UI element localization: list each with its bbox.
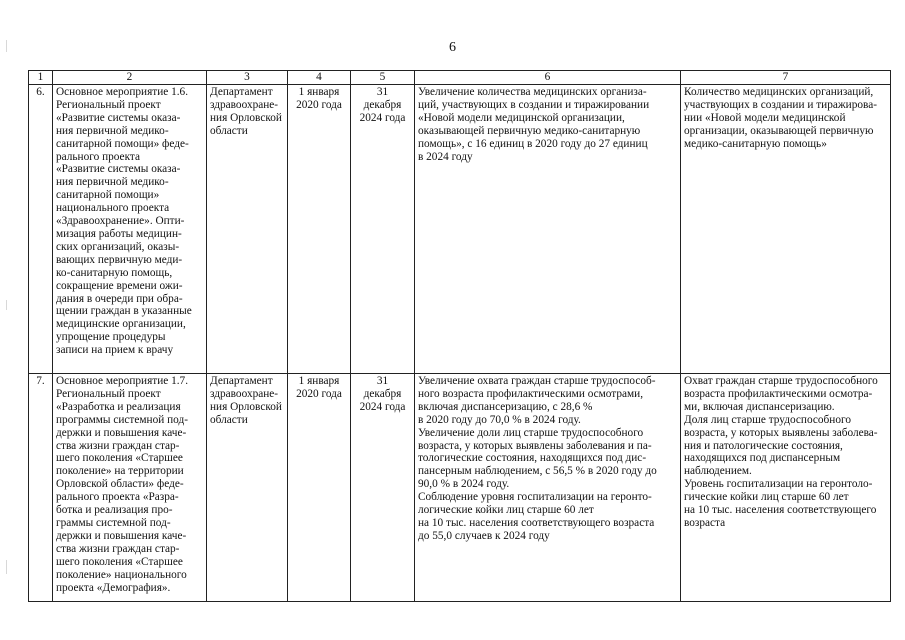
cell-line: декабря	[363, 98, 402, 111]
cell-line: организации, оказывающей первичную	[684, 124, 874, 137]
indicator-cell	[681, 374, 891, 602]
cell-line: национального проекта	[56, 202, 170, 215]
cell-line: Увеличение доли лиц старше трудоспособного	[418, 426, 644, 439]
cell-line: логические койки лиц старше 60 лет	[418, 504, 594, 517]
executor-cell	[207, 85, 288, 374]
measure-cell	[53, 374, 207, 602]
cell-line: нии «Новой модели медицинской	[684, 111, 846, 124]
cell-line: упрощение процедуры	[56, 331, 166, 344]
cell-line: «Развитие системы оказа-	[56, 163, 181, 176]
cell-line: возраста, у которых выявлены заболевания и па-	[418, 439, 652, 452]
cell-line: 31	[376, 375, 389, 387]
scan-edge-mark	[6, 300, 7, 310]
cell-line: ских организаций, оказы-	[56, 240, 180, 253]
cell-line: 1 января	[298, 86, 340, 98]
cell-line: 2020 года	[296, 98, 342, 111]
cell-line: декабря	[363, 387, 402, 400]
cell-line: ния и патологические состояния,	[684, 439, 843, 452]
cell-line: рального проекта	[56, 150, 140, 163]
cell-line: ния первичной медико-	[56, 124, 169, 137]
cell-line: 1 января	[298, 375, 340, 387]
cell-line: оказывающей первичную медико-санитарную	[418, 124, 641, 137]
cell-line: в 2024 году	[418, 150, 473, 163]
cell-line: поколение» национального	[56, 568, 187, 581]
column-number: 7	[681, 71, 891, 85]
cell-line: программы системной под-	[56, 413, 188, 426]
cell-line: Департамент	[210, 86, 273, 98]
cell-line: Основное мероприятие 1.7.	[56, 375, 189, 387]
cell-line: ния Орловской	[210, 111, 282, 124]
expected-result-cell	[415, 85, 681, 374]
cell-line: Департамент	[210, 375, 273, 387]
row-number: 6.	[29, 85, 53, 374]
cell-line: мизация работы медицин-	[56, 227, 182, 240]
cell-line: 31	[376, 86, 389, 98]
cell-line: 90,0 % в 2024 году.	[418, 478, 510, 491]
cell-line: «Новой модели медицинской организации,	[418, 111, 625, 124]
cell-line: Орловской области» феде-	[56, 478, 184, 491]
cell-line: «Здравоохранение». Опти-	[56, 215, 185, 228]
indicator-cell	[681, 85, 891, 374]
cell-line: шего поколения «Старшее	[56, 452, 183, 465]
cell-line: Региональный проект	[56, 98, 161, 111]
cell-line: ций, участвующих в создании и тиражировании	[418, 98, 650, 111]
cell-line: Количество медицинских организаций,	[684, 86, 874, 98]
cell-line: здравоохране-	[210, 387, 279, 400]
cell-line: возраста	[684, 516, 726, 529]
cell-line: области	[210, 413, 248, 426]
cell-line: пансерным наблюдением, с 56,5 % в 2020 году до	[418, 465, 657, 478]
cell-line: гические койки лиц старше 60 лет	[684, 491, 849, 504]
cell-line: держки и повышения каче-	[56, 529, 187, 542]
column-number: 6	[415, 71, 681, 85]
cell-line: Соблюдение уровня госпитализации на геронто-	[418, 491, 652, 504]
end-date-cell	[351, 374, 415, 602]
cell-line: ботка и реализация про-	[56, 504, 173, 517]
cell-line: записи на прием к врачу	[56, 344, 174, 357]
start-date-cell	[288, 374, 351, 602]
cell-line: Увеличение количества медицинских организа-	[418, 86, 647, 98]
cell-line: медицинские организации,	[56, 318, 186, 331]
table-row	[29, 85, 891, 374]
cell-line: граммы системной под-	[56, 516, 171, 529]
cell-line: ства жизни граждан стар-	[56, 542, 180, 555]
cell-line: ми, включая диспансеризацию.	[684, 400, 835, 413]
column-number: 5	[351, 71, 415, 85]
cell-line: Уровень госпитализации на геронтоло-	[684, 478, 873, 491]
cell-line: щении граждан в указанные	[56, 305, 192, 318]
cell-line: находящихся под диспансерным	[684, 452, 841, 465]
cell-line: 2024 года	[359, 111, 406, 124]
cell-line: ния Орловской	[210, 400, 282, 413]
cell-line: санитарной помощи»	[56, 189, 160, 202]
cell-line: «Разработка и реализация	[56, 400, 181, 413]
column-number-row	[29, 71, 891, 85]
cell-line: ния первичной медико-	[56, 176, 169, 189]
cell-line: в 2020 году до 70,0 % в 2024 году.	[418, 413, 581, 426]
cell-line: проекта «Демография».	[56, 581, 171, 594]
cell-line: наблюдением.	[684, 465, 752, 478]
cell-line: ного возраста профилактическими осмотрами,	[418, 387, 644, 400]
scan-edge-mark	[6, 560, 7, 574]
cell-line: возраста, у которых выявлены заболева-	[684, 426, 878, 439]
page-number: 6	[449, 40, 456, 55]
cell-line: Основное мероприятие 1.6.	[56, 86, 189, 98]
cell-line: включая диспансеризацию, с 28,6 %	[418, 400, 593, 413]
measure-cell	[53, 85, 207, 374]
cell-line: здравоохране-	[210, 98, 279, 111]
cell-line: до 55,0 случаев к 2024 году	[418, 529, 550, 542]
cell-line: дания в очереди при обра-	[56, 292, 183, 305]
start-date-cell	[288, 85, 351, 374]
cell-line: Доля лиц старше трудоспособного	[684, 413, 851, 426]
end-date-cell	[351, 85, 415, 374]
cell-line: шего поколения «Старшее	[56, 555, 183, 568]
cell-line: санитарной помощи» феде-	[56, 137, 189, 150]
table-row	[29, 374, 891, 602]
cell-line: Увеличение охвата граждан старше трудоспособ-	[418, 375, 656, 387]
cell-line: 2020 года	[296, 387, 342, 400]
cell-line: на 10 тыс. населения соответствующего	[684, 504, 877, 517]
cell-line: ко-санитарную помощь,	[56, 266, 173, 279]
expected-result-cell	[415, 374, 681, 602]
cell-line: области	[210, 124, 248, 137]
cell-line: на 10 тыс. населения соответствующего возраста	[418, 516, 655, 529]
column-number: 1	[29, 71, 53, 85]
cell-line: вающих первичную меди-	[56, 253, 183, 266]
measures-table	[28, 70, 891, 602]
cell-line: помощь», с 16 единиц в 2020 году до 27 единиц	[418, 137, 648, 150]
cell-line: медико-санитарную помощь»	[684, 137, 827, 150]
column-number: 2	[53, 71, 207, 85]
cell-line: 2024 года	[359, 400, 406, 413]
cell-line: тологические состояния, находящихся под дис-	[418, 452, 647, 465]
cell-line: участвующих в создании и тиражирова-	[684, 98, 877, 111]
cell-line: рального проекта «Разра-	[56, 491, 179, 504]
cell-line: поколение» на территории	[56, 465, 184, 478]
executor-cell	[207, 374, 288, 602]
cell-line: Охват граждан старше трудоспособного	[684, 375, 878, 387]
cell-line: «Развитие системы оказа-	[56, 111, 181, 124]
cell-line: возраста профилактическими осмотра-	[684, 387, 873, 400]
cell-line: держки и повышения каче-	[56, 426, 187, 439]
cell-line: сокращение времени ожи-	[56, 279, 183, 292]
row-number: 7.	[29, 374, 53, 602]
column-number: 3	[207, 71, 288, 85]
column-number: 4	[288, 71, 351, 85]
cell-line: Региональный проект	[56, 387, 161, 400]
cell-line: ства жизни граждан стар-	[56, 439, 180, 452]
